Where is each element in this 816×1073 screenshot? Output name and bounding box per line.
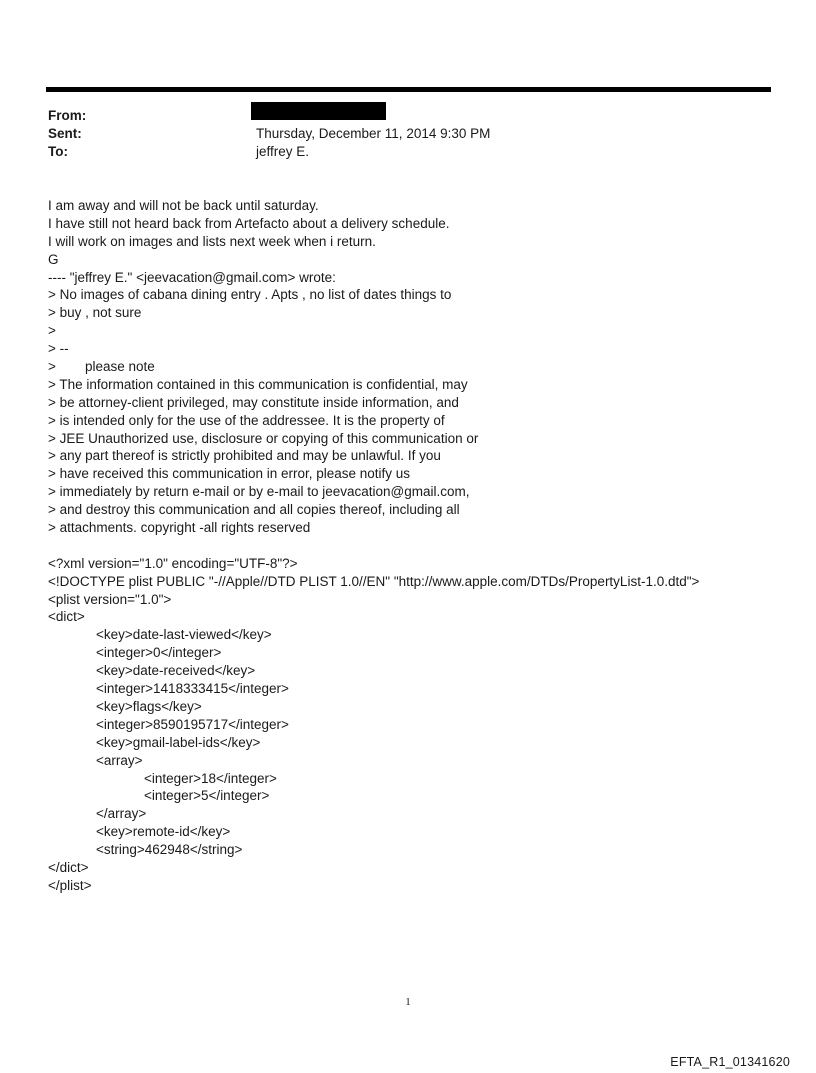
disclaimer-line: > any part thereof is strictly prohibited and may be unlawful. If you [48, 448, 441, 464]
please-note-line [48, 358, 788, 376]
plist-entry: <key>gmail-label-ids</key> [96, 734, 261, 750]
quoted-line: > [48, 323, 56, 339]
sent-row [48, 125, 748, 143]
from-row [48, 107, 748, 125]
message-body [48, 197, 788, 895]
please-note-text: please note [85, 359, 155, 375]
quoted-line: > buy , not sure [48, 305, 142, 321]
plist-entry: <integer>1418333415</integer> [96, 681, 289, 697]
dict-close: </dict> [48, 859, 89, 875]
dict-open: <dict> [48, 609, 85, 625]
plist-array-item: <integer>18</integer> [144, 770, 277, 786]
plist-entry: </array> [96, 806, 147, 822]
plist-close: </plist> [48, 877, 92, 893]
plist-open: <plist version="1.0"> [48, 591, 172, 607]
paragraph-gap [48, 537, 788, 555]
xml-declaration: <?xml version="1.0" encoding="UTF-8"?> [48, 555, 298, 571]
message-line: I have still not heard back from Artefacto about a delivery schedule. [48, 215, 450, 231]
plist-doctype: <!DOCTYPE plist PUBLIC "-//Apple//DTD PLIST 1.0//EN" "http://www.apple.com/DTDs/PropertyList-1.0.dtd"> [48, 573, 700, 589]
disclaimer-line: > JEE Unauthorized use, disclosure or copying of this communication or [48, 430, 479, 446]
plist-entry: <integer>8590195717</integer> [96, 716, 289, 732]
plist-entry: <integer>0</integer> [96, 645, 222, 661]
disclaimer-line: > have received this communication in error, please notify us [48, 466, 411, 482]
to-row [48, 143, 748, 161]
disclaimer-line: > immediately by return e-mail or by e-mail to jeevacation@gmail.com, [48, 484, 470, 500]
plist-entry: <key>date-last-viewed</key> [96, 627, 272, 643]
to-label: To: [48, 144, 68, 159]
quoted-line: > -- [48, 341, 69, 357]
disclaimer-line: > is intended only for the use of the addressee. It is the property of [48, 412, 445, 428]
page-number: 1 [405, 996, 411, 1008]
message-line: I am away and will not be back until saturday. [48, 198, 319, 213]
message-line: I will work on images and lists next week when i return. [48, 233, 376, 249]
header-rule [46, 87, 771, 92]
sent-value: Thursday, December 11, 2014 9:30 PM [256, 126, 491, 141]
disclaimer-line: > The information contained in this communication is confidential, may [48, 376, 468, 392]
to-value: jeffrey E. [256, 144, 310, 159]
disclaimer-line: > and destroy this communication and all copies thereof, including all [48, 502, 460, 518]
plist-entry: <key>remote-id</key> [96, 824, 231, 840]
plist-entry: <key>flags</key> [96, 698, 202, 714]
signature-initial: G [48, 251, 59, 267]
plist-entry: <string>462948</string> [96, 842, 243, 858]
from-label: From: [48, 108, 87, 123]
email-header [48, 107, 748, 161]
disclaimer-line: > be attorney-client privileged, may constitute inside information, and [48, 394, 459, 410]
redaction-box [251, 102, 386, 120]
disclaimer-line: > attachments. copyright -all rights reserved [48, 520, 311, 536]
sent-label: Sent: [48, 126, 82, 141]
bates-number: EFTA_R1_01341620 [670, 1055, 790, 1069]
plist-array-item: <integer>5</integer> [144, 788, 270, 804]
quote-marker: > [48, 359, 56, 375]
quoted-line: > No images of cabana dining entry . Apts , no list of dates things to [48, 287, 452, 303]
plist-entry: <key>date-received</key> [96, 663, 256, 679]
plist-entry: <array> [96, 752, 143, 768]
quote-header: ---- "jeffrey E." <jeevacation@gmail.com> wrote: [48, 269, 336, 285]
